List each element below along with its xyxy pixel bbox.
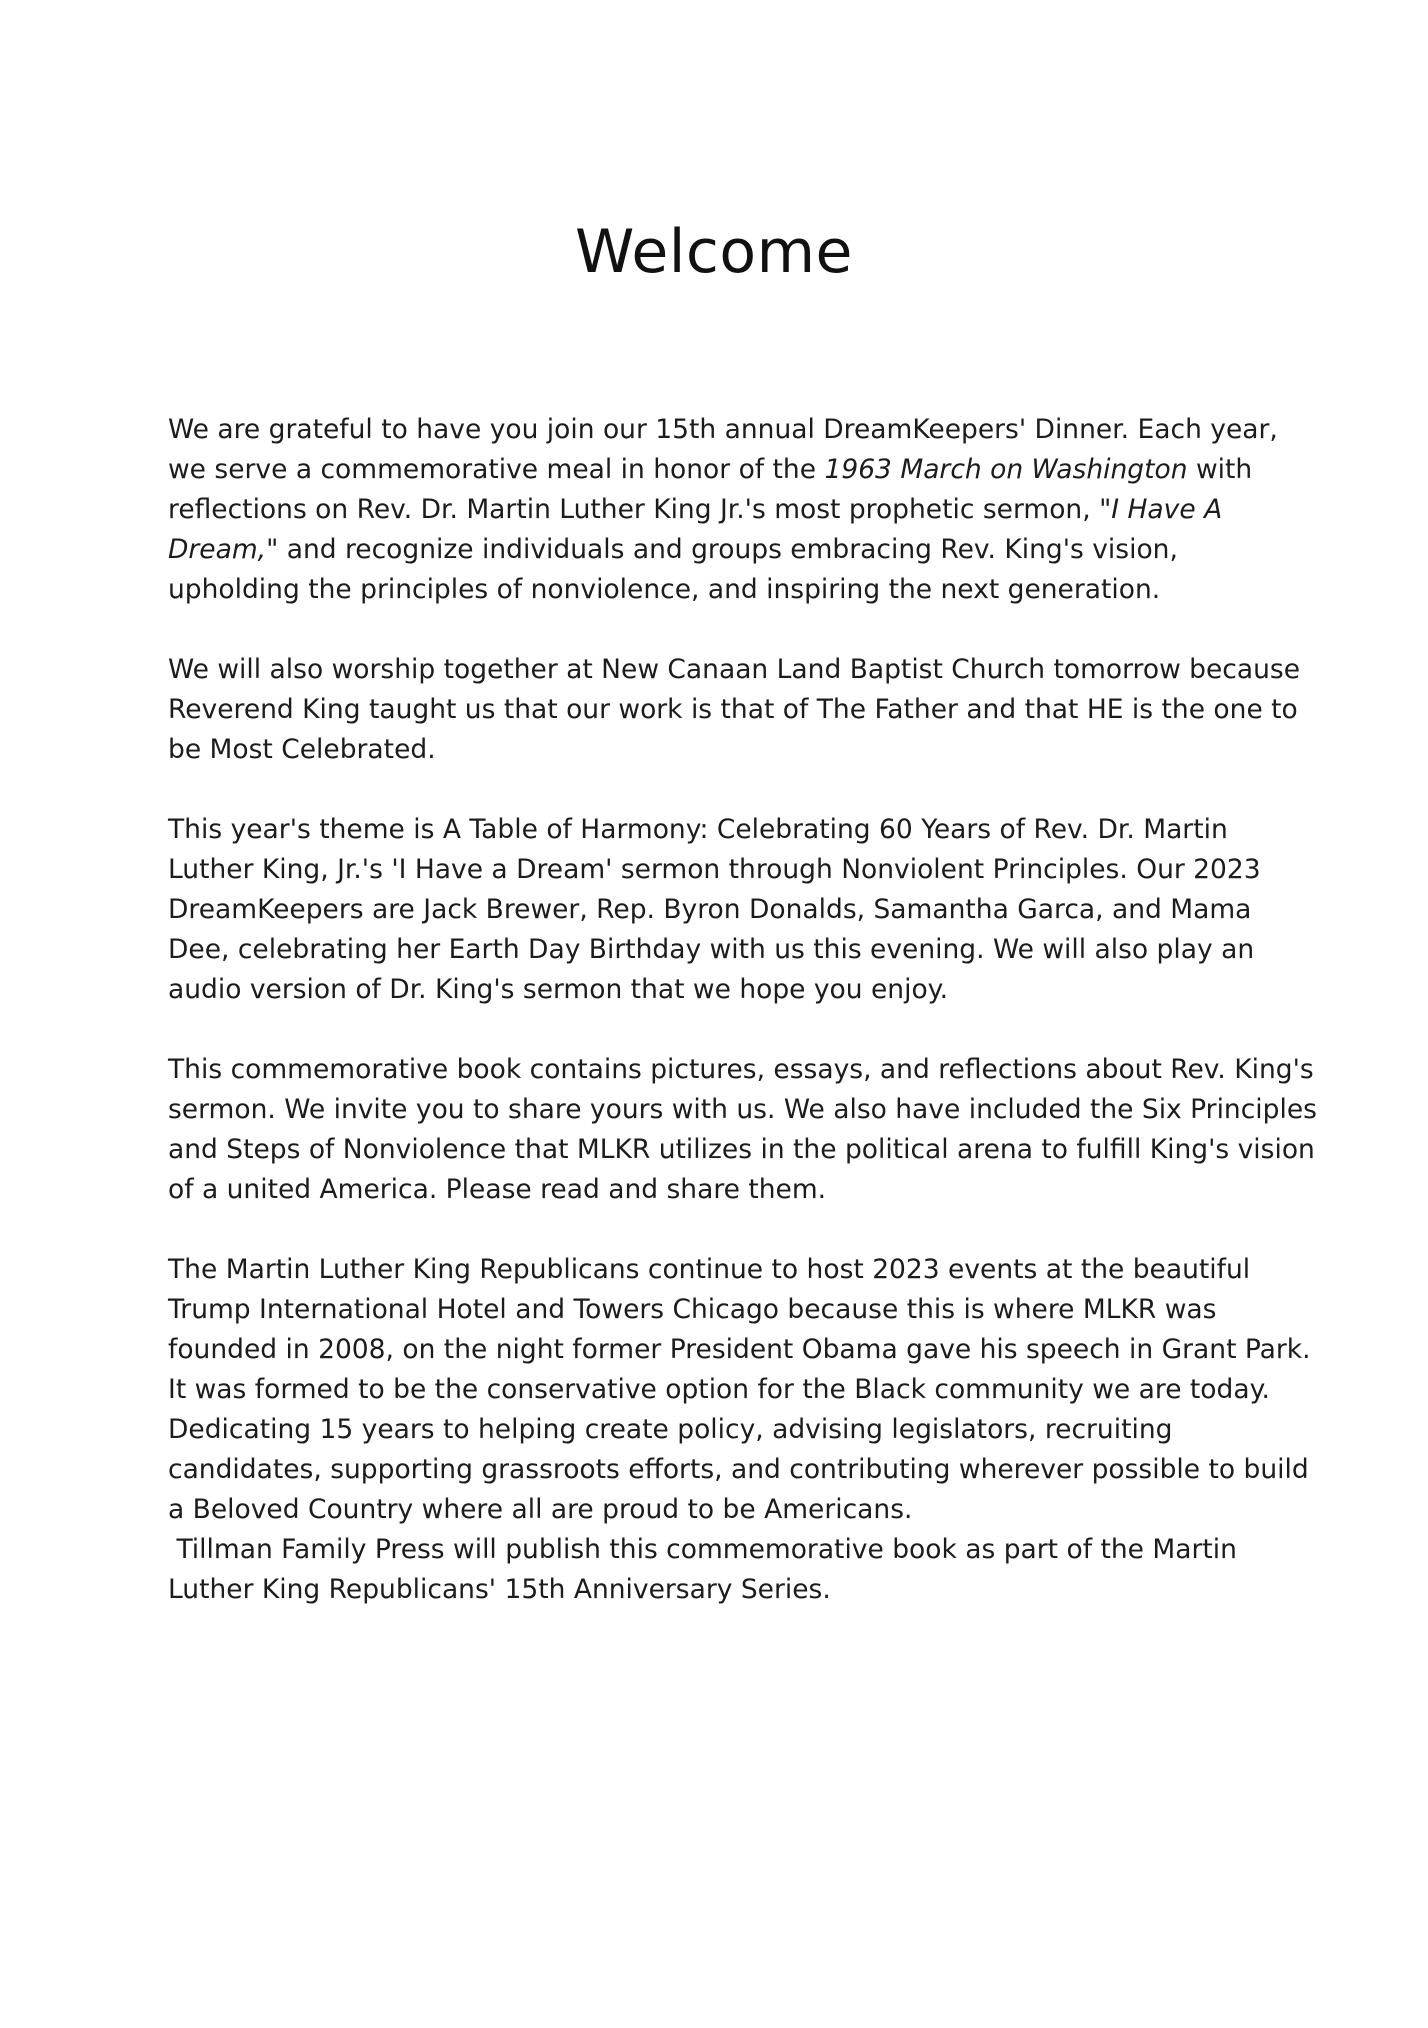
paragraph-worship: We will also worship together at New Canaan Land Baptist Church tomorrow because Reverend King taught us that our work is that of The Father and that HE is the one to be Most Celebrated. (168, 654, 1301, 765)
intro-italic-sermon: "I Have A Dream, (168, 494, 1223, 565)
paragraph-mlkr (168, 1250, 1318, 1610)
welcome-body (168, 410, 1318, 1650)
page-title: Welcome (575, 217, 853, 287)
paragraph-intro (168, 410, 1318, 610)
intro-text-e: " and recognize individuals and groups embracing Rev. King's vision, upholding the principles of nonviolence, and inspiring the next generation. (168, 534, 1178, 605)
mlkr-history-text: The Martin Luther King Republicans continue to host 2023 events at the beautiful Trump International Hotel and Towers Chicago because this is where MLKR was founded in 2008, on the night former President Obama gave his speech in Grant Park. It was formed to be the conservative option for the Black community we are today. Dedicating 15 years to helping create policy, advising legislators, recruiting candidates, supporting grassroots efforts, and contributing wherever possible to build a Beloved Country where all are proud to be Americans. (168, 1254, 1311, 1525)
paragraph-theme: This year's theme is A Table of Harmony: Celebrating 60 Years of Rev. Dr. Martin Luther King, Jr.'s 'I Have a Dream' sermon through Nonviolent Principles. Our 2023 DreamKeepers are Jack Brewer, Rep. Byron Donalds, Samantha Garca, and Mama Dee, celebrating her Earth Day Birthday with us this evening. We will also play an audio version of Dr. King's sermon that we hope you enjoy. (168, 814, 1261, 1005)
paragraph-book: This commemorative book contains pictures, essays, and reflections about Rev. King's sermon. We invite you to share yours with us. We also have included the Six Principles and Steps of Nonviolence that MLKR utilizes in the political arena to fulfill King's vision of a united America. Please read and share them. (168, 1054, 1317, 1205)
press-text: Tillman Family Press will publish this commemorative book as part of the Martin Luther King Republicans' 15th Anniversary Series. (168, 1534, 1246, 1605)
intro-italic-march: 1963 March on Washington (824, 454, 1188, 485)
intro-text-c: with reflections on Rev. Dr. Martin Luther King Jr.'s most prophetic sermon, (168, 454, 1253, 525)
intro-text-a: We are grateful to have you join our 15th annual DreamKeepers' Dinner. Each year, we serve a commemorative meal in honor of the (168, 414, 1278, 485)
